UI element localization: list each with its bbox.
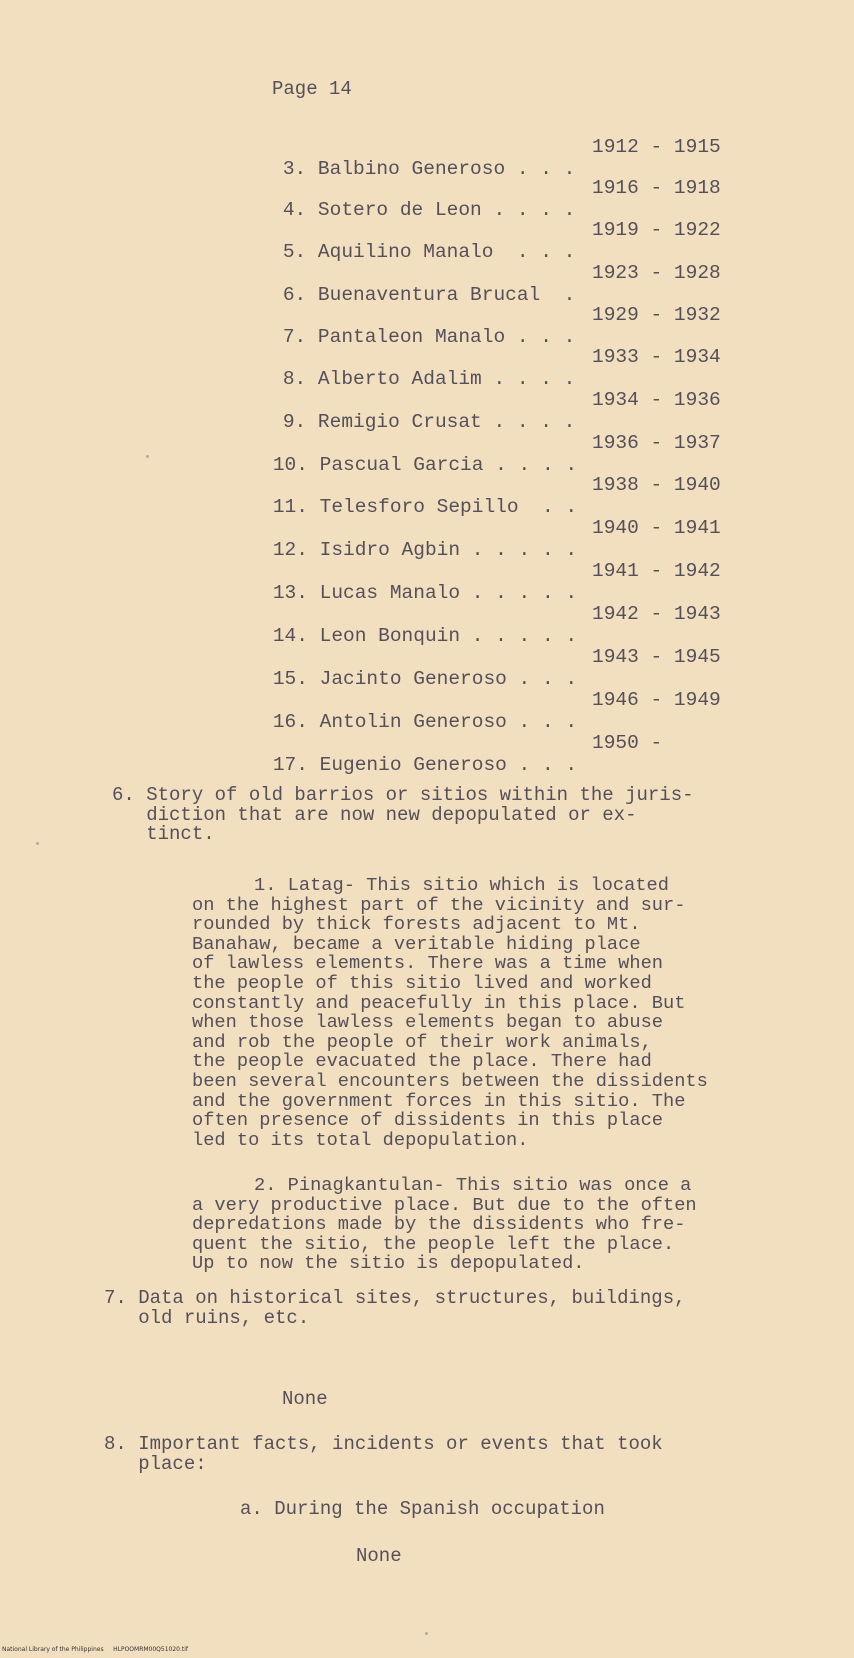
term-years: 1923 - 1928 [592,262,721,284]
term-years: 1929 - 1932 [592,304,721,326]
item-number: 14. [272,625,308,647]
section-6-paragraph-pinagkantulan [192,1176,697,1274]
section-6-paragraph-latag [192,876,708,1150]
section-8-subheading-a: a. During the Spanish occupation [240,1498,605,1520]
official-name: Pascual Garcia . . . . [319,454,578,476]
list-item [226,732,746,776]
term-years: 1919 - 1922 [592,219,721,241]
paragraph-text: 2. Pinagkantulan- This sitio was once a a very productive place. But due to the often depredations made by the dissidents who fre- quent the sitio, the people left the place. Up to now the sitio is depopulated. [192,1174,697,1275]
term-years: 1940 - 1941 [592,517,721,539]
official-name: Lucas Manalo . . . . . [319,582,578,604]
term-years: 1912 - 1915 [592,136,721,158]
paper-speck [425,1632,428,1635]
list-item [236,304,756,348]
official-name: Alberto Adalim . . . . [317,368,576,390]
official-name: Remigio Crusat . . . . [317,411,576,433]
official-name: Eugenio Generoso . . . [319,754,578,776]
item-number: 16. [272,711,308,733]
item-number: 12. [272,539,308,561]
item-number: 4. [282,199,307,221]
official-name: Balbino Generoso . . . [317,158,576,180]
list-item [236,346,756,390]
official-name: Aquilino Manalo . . . [317,241,576,263]
list-item [236,136,756,180]
term-years: 1916 - 1918 [592,177,721,199]
official-name: Leon Bonquin . . . . . [319,625,578,647]
official-name: Sotero de Leon . . . . [317,199,576,221]
section-8-heading: 8. Important facts, incidents or events that took place: [104,1433,663,1475]
section-7-answer: None [282,1388,328,1410]
paragraph-text: 1. Latag- This sitio which is located on the highest part of the vicinity and sur- rounded by thick forests adjacent to Mt. Banahaw, became a veritable hiding place of lawless elements. There was a time when the people of this sitio lived and worked constantly and peacefully in this place. But when those lawless elements began to abuse and rob the people of their work animals, the people evacuated the place. There had been several encounters between the dissidents and the government forces in this sitio. The often presence of dissidents in this place led to its total depopulation. [192,874,708,1151]
official-name: Pantaleon Manalo . . . [317,326,576,348]
item-number: 13. [272,582,308,604]
list-item [236,262,756,306]
official-name: Antolin Generoso . . . [319,711,578,733]
list-item [226,517,746,561]
item-number: 10. [272,454,308,476]
term-years: 1936 - 1937 [592,432,721,454]
item-number: 8. [282,368,307,390]
official-name: Isidro Agbin . . . . . [319,539,578,561]
list-item [226,432,746,476]
term-years: 1933 - 1934 [592,346,721,368]
section-6-heading: 6. Story of old barrios or sitios within the juris- diction that are now new depopulated or ex- tinct. [112,784,694,846]
list-item [226,646,746,690]
paper-speck [146,455,149,458]
item-number: 5. [282,241,307,263]
item-number: 7. [282,326,307,348]
list-item [236,177,756,221]
item-number: 6. [282,284,307,306]
term-years: 1943 - 1945 [592,646,721,668]
official-name: Jacinto Generoso . . . [319,668,578,690]
list-item [226,689,746,733]
official-name: Buenaventura Brucal . [317,284,576,306]
term-years: 1950 - [592,732,663,754]
term-years: 1946 - 1949 [592,689,721,711]
list-item [236,219,756,263]
item-number: 3. [282,158,307,180]
archive-footer: National Library of the Philippines HLPOOMRM00Q51020.tif [2,1646,189,1653]
list-item [226,474,746,518]
term-years: 1934 - 1936 [592,389,721,411]
paper-speck [36,842,39,845]
section-8-answer: None [356,1545,402,1567]
item-number: 17. [272,754,308,776]
official-name: Telesforo Sepillo . . [319,496,578,518]
term-years: 1938 - 1940 [592,474,721,496]
item-number: 9. [282,411,307,433]
section-7-heading: 7. Data on historical sites, structures, buildings, old ruins, etc. [104,1287,686,1329]
list-item [226,603,746,647]
term-years: 1941 - 1942 [592,560,721,582]
list-item [236,389,756,433]
list-item [226,560,746,604]
term-years: 1942 - 1943 [592,603,721,625]
item-number: 15. [272,668,308,690]
item-number: 11. [272,496,308,518]
page-number: Page 14 [272,78,352,100]
